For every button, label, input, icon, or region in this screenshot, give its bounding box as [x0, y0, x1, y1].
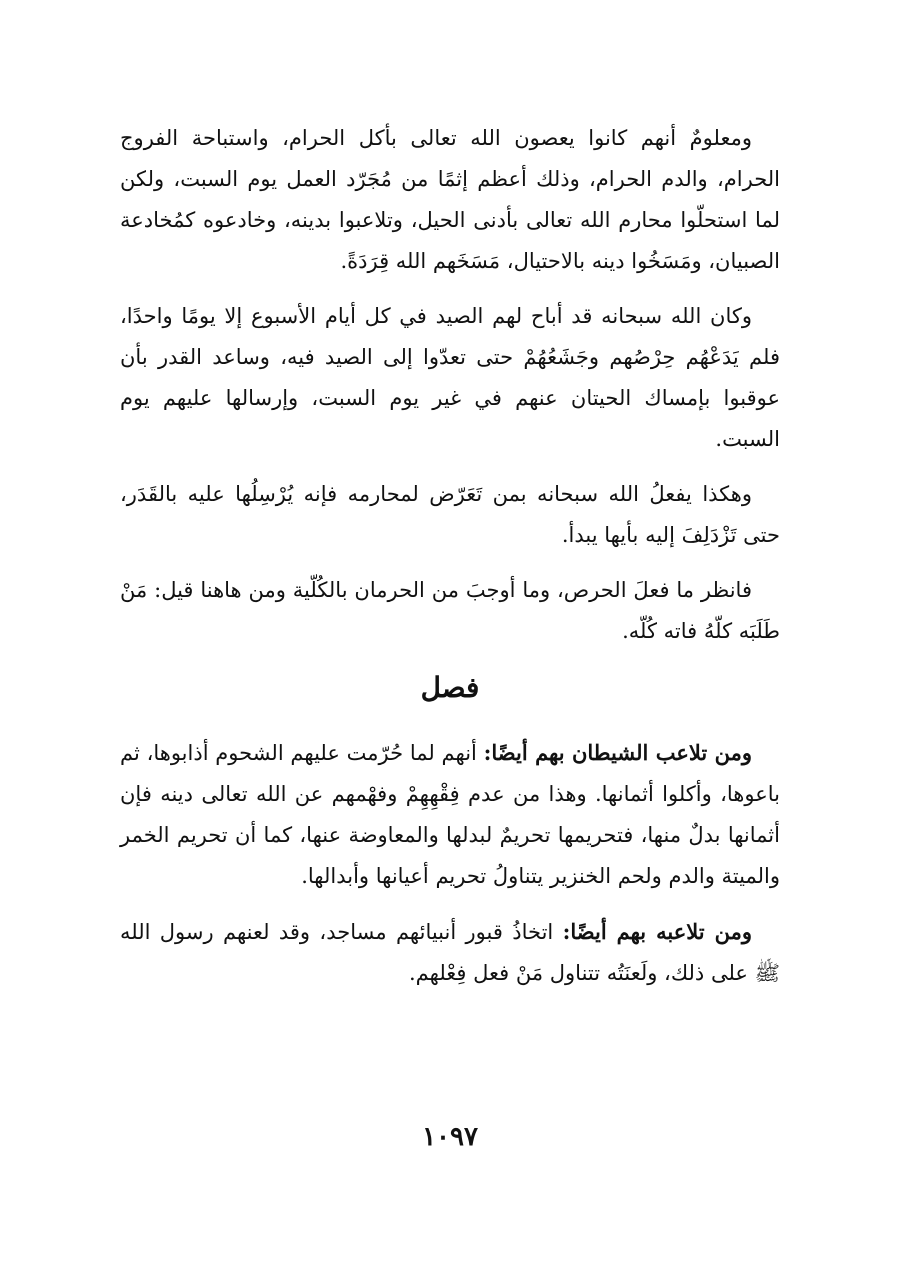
paragraph-text: أنهم لما حُرّمت عليهم الشحوم أذابوها، ثم باعوها، وأكلوا أثمانها. وهذا من عدم فِقْهِهِمْ وفهْمهم عن الله تعالى دينه فإن أثمانها بدلٌ منها، فتحريمها تحريمٌ لبدلها والمعاوضة عنها، كما أن تحريم الخمر والميتة والدم ولحم الخنزير يتناولُ تحريم أعيانها وأبدالها.	[120, 741, 780, 888]
paragraph-greed-saying: فانظر ما فعلَ الحرص، وما أوجبَ من الحرمان بالكُلّية ومن هاهنا قيل: مَنْ طَلَبَه كلّهُ فاته كُلّه.	[120, 578, 780, 643]
page-number: ١٠٩٧	[422, 1122, 478, 1152]
paragraph-lead: ومن تلاعبه بهم أيضًا:	[562, 919, 752, 944]
paragraph-text: اتخاذُ قبور أنبيائهم مساجد، وقد لعنهم رسول الله ﷺ على ذلك، ولَعنَتُه تتناول مَنْ فعل فِعْلهم.	[120, 920, 780, 985]
paragraph-graves-mosques	[120, 911, 780, 994]
paragraph-sabbath-transgression: ومعلومٌ أنهم كانوا يعصون الله تعالى بأكل الحرام، واستباحة الفروج الحرام، والدم الحرام، وذلك أعظم إثمًا من مُجَرّد العمل يوم السبت، ولكن لما استحلّوا محارم الله تعالى بأدنى الحيل، وتلاعبوا بدينه، وخادعوه كمُخادعة الصبيان، ومَسَخُوا دينه بالاحتيال، مَسَخَهم الله قِرَدَةً.	[120, 126, 780, 273]
paragraph-lead: ومن تلاعب الشيطان بهم أيضًا:	[483, 740, 752, 765]
section-heading: فصل	[420, 671, 480, 704]
paragraph-divine-decree: وهكذا يفعلُ الله سبحانه بمن تَعَرّض لمحارمه فإنه يُرْسِلُها عليه بالقَدَر، حتى تَزْدَلِفَ إليه بأيها يبدأ.	[120, 482, 780, 547]
page-body	[120, 118, 780, 1008]
paragraph-fishing-permission: وكان الله سبحانه قد أباح لهم الصيد في كل أيام الأسبوع إلا يومًا واحدًا، فلم يَدَعْهُم حِرْصُهم وجَشَعُهُمْ حتى تعدّوا إلى الصيد فيه، وساعد القدر بأن عوقبوا بإمساك الحيتان عنهم في غير يوم السبت، وإرسالها عليهم يوم السبت.	[120, 304, 780, 451]
paragraph-fat-prohibition	[120, 732, 780, 897]
